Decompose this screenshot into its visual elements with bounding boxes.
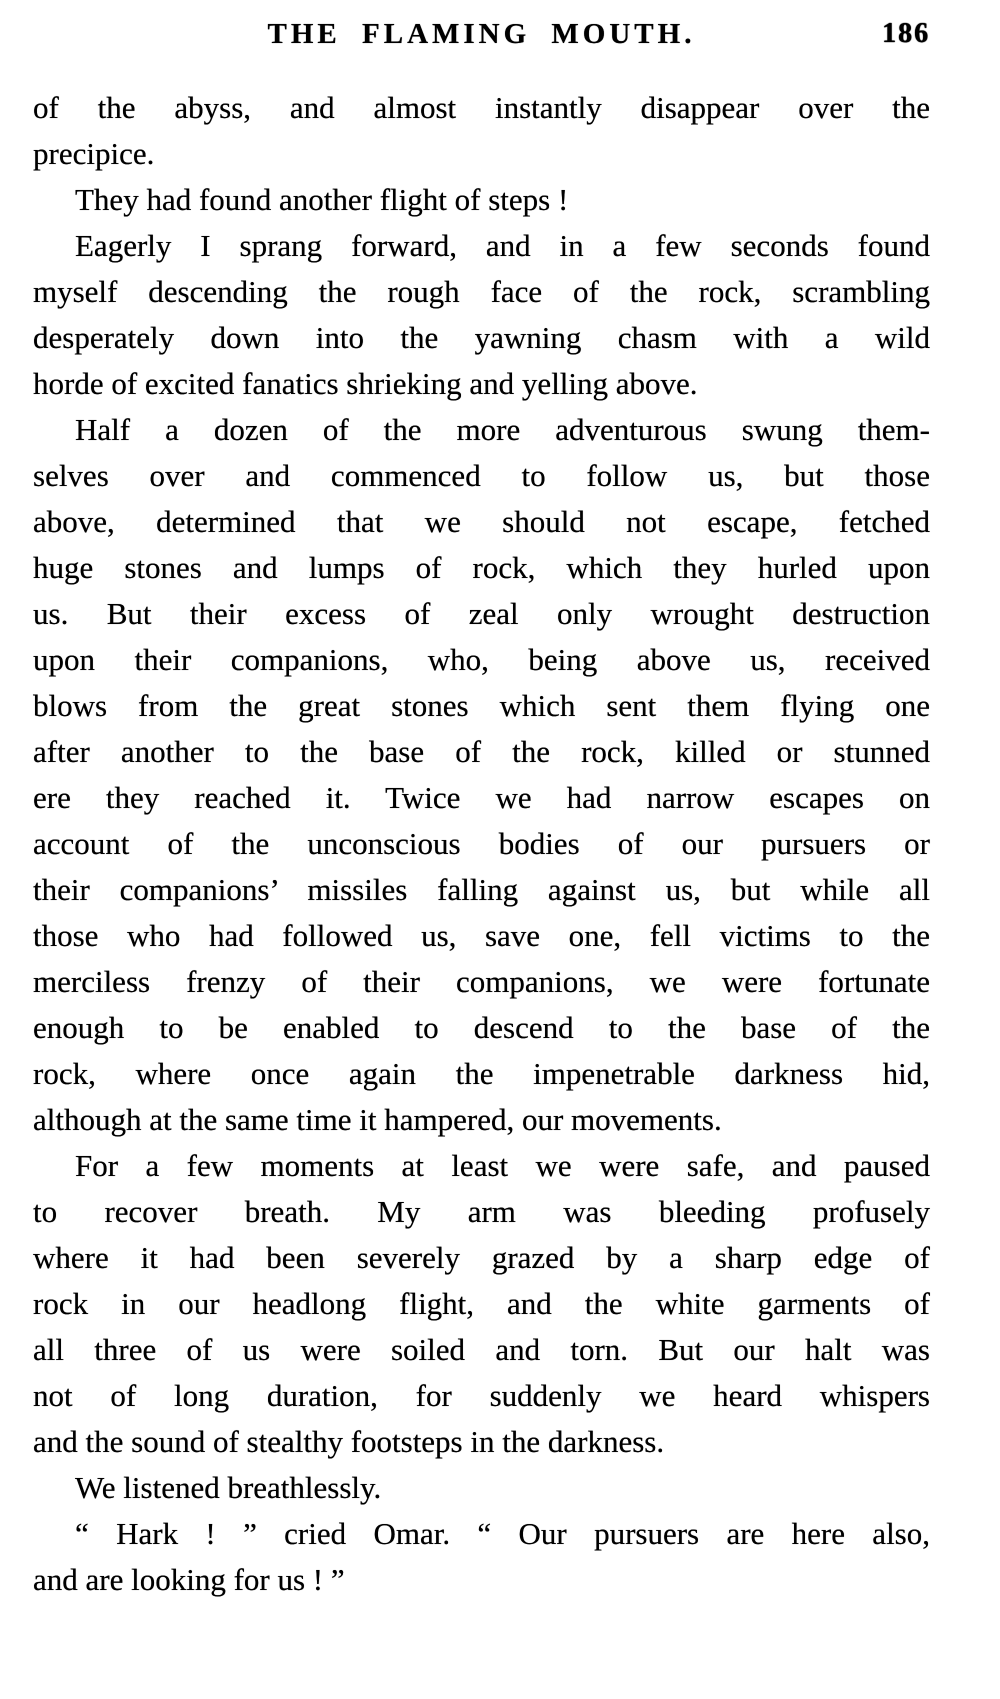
text-line: upon their companions, who, being above us, received xyxy=(33,642,930,677)
text-line: huge stones and lumps of rock, which they hurled upon xyxy=(33,550,930,585)
paragraph xyxy=(33,1465,930,1511)
paragraph xyxy=(33,1143,930,1465)
text-line: We listened breathlessly. xyxy=(75,1470,382,1505)
text-line: account of the unconscious bodies of our pursuers or xyxy=(33,826,930,861)
paragraph xyxy=(33,85,930,177)
paragraph xyxy=(33,1511,930,1603)
text-line: and are looking for us ! ” xyxy=(33,1562,345,1597)
text-line: horde of excited fanatics shrieking and yelling above. xyxy=(33,366,698,401)
text-line: “ Hark ! ” cried Omar. “ Our pursuers are here also, xyxy=(75,1516,930,1551)
text-line: us. But their excess of zeal only wrought destruction xyxy=(33,596,930,631)
text-line: For a few moments at least we were safe, and paused xyxy=(75,1148,930,1183)
text-line: blows from the great stones which sent them flying one xyxy=(33,688,930,723)
paragraph xyxy=(33,223,930,407)
text-line: rock, where once again the impenetrable darkness hid, xyxy=(33,1056,930,1091)
body-text xyxy=(33,85,930,1603)
text-line: where it had been severely grazed by a sharp edge of xyxy=(33,1240,930,1275)
text-line: precipice. xyxy=(33,136,155,171)
text-line: their companions’ missiles falling against us, but while all xyxy=(33,872,930,907)
text-line: of the abyss, and almost instantly disappear over the xyxy=(33,90,930,125)
text-line: They had found another flight of steps ! xyxy=(75,182,569,217)
text-line: above, determined that we should not escape, fetched xyxy=(33,504,930,539)
text-line: desperately down into the yawning chasm with a wild xyxy=(33,320,930,355)
text-line: selves over and commenced to follow us, but those xyxy=(33,458,930,493)
text-line: merciless frenzy of their companions, we were fortunate xyxy=(33,964,930,999)
text-line: although at the same time it hampered, our movements. xyxy=(33,1102,722,1137)
paragraph xyxy=(33,407,930,1143)
text-line: all three of us were soiled and torn. But our halt was xyxy=(33,1332,930,1367)
running-header xyxy=(33,18,930,54)
text-line: to recover breath. My arm was bleeding profusely xyxy=(33,1194,930,1229)
text-line: not of long duration, for suddenly we heard whispers xyxy=(33,1378,930,1413)
text-line: those who had followed us, save one, fell victims to the xyxy=(33,918,930,953)
text-line: and the sound of stealthy footsteps in the darkness. xyxy=(33,1424,665,1459)
text-line: ere they reached it. Twice we had narrow escapes on xyxy=(33,780,930,815)
text-line: Half a dozen of the more adventurous swung them- xyxy=(75,412,930,447)
text-line: rock in our headlong flight, and the white garments of xyxy=(33,1286,930,1321)
text-line: enough to be enabled to descend to the base of the xyxy=(33,1010,930,1045)
page-number: 186 xyxy=(882,18,930,49)
text-line: myself descending the rough face of the rock, scrambling xyxy=(33,274,930,309)
paragraph xyxy=(33,177,930,223)
text-line: Eagerly I sprang forward, and in a few seconds found xyxy=(75,228,930,263)
running-title: THE FLAMING MOUTH. xyxy=(267,18,696,50)
text-line: after another to the base of the rock, killed or stunned xyxy=(33,734,930,769)
